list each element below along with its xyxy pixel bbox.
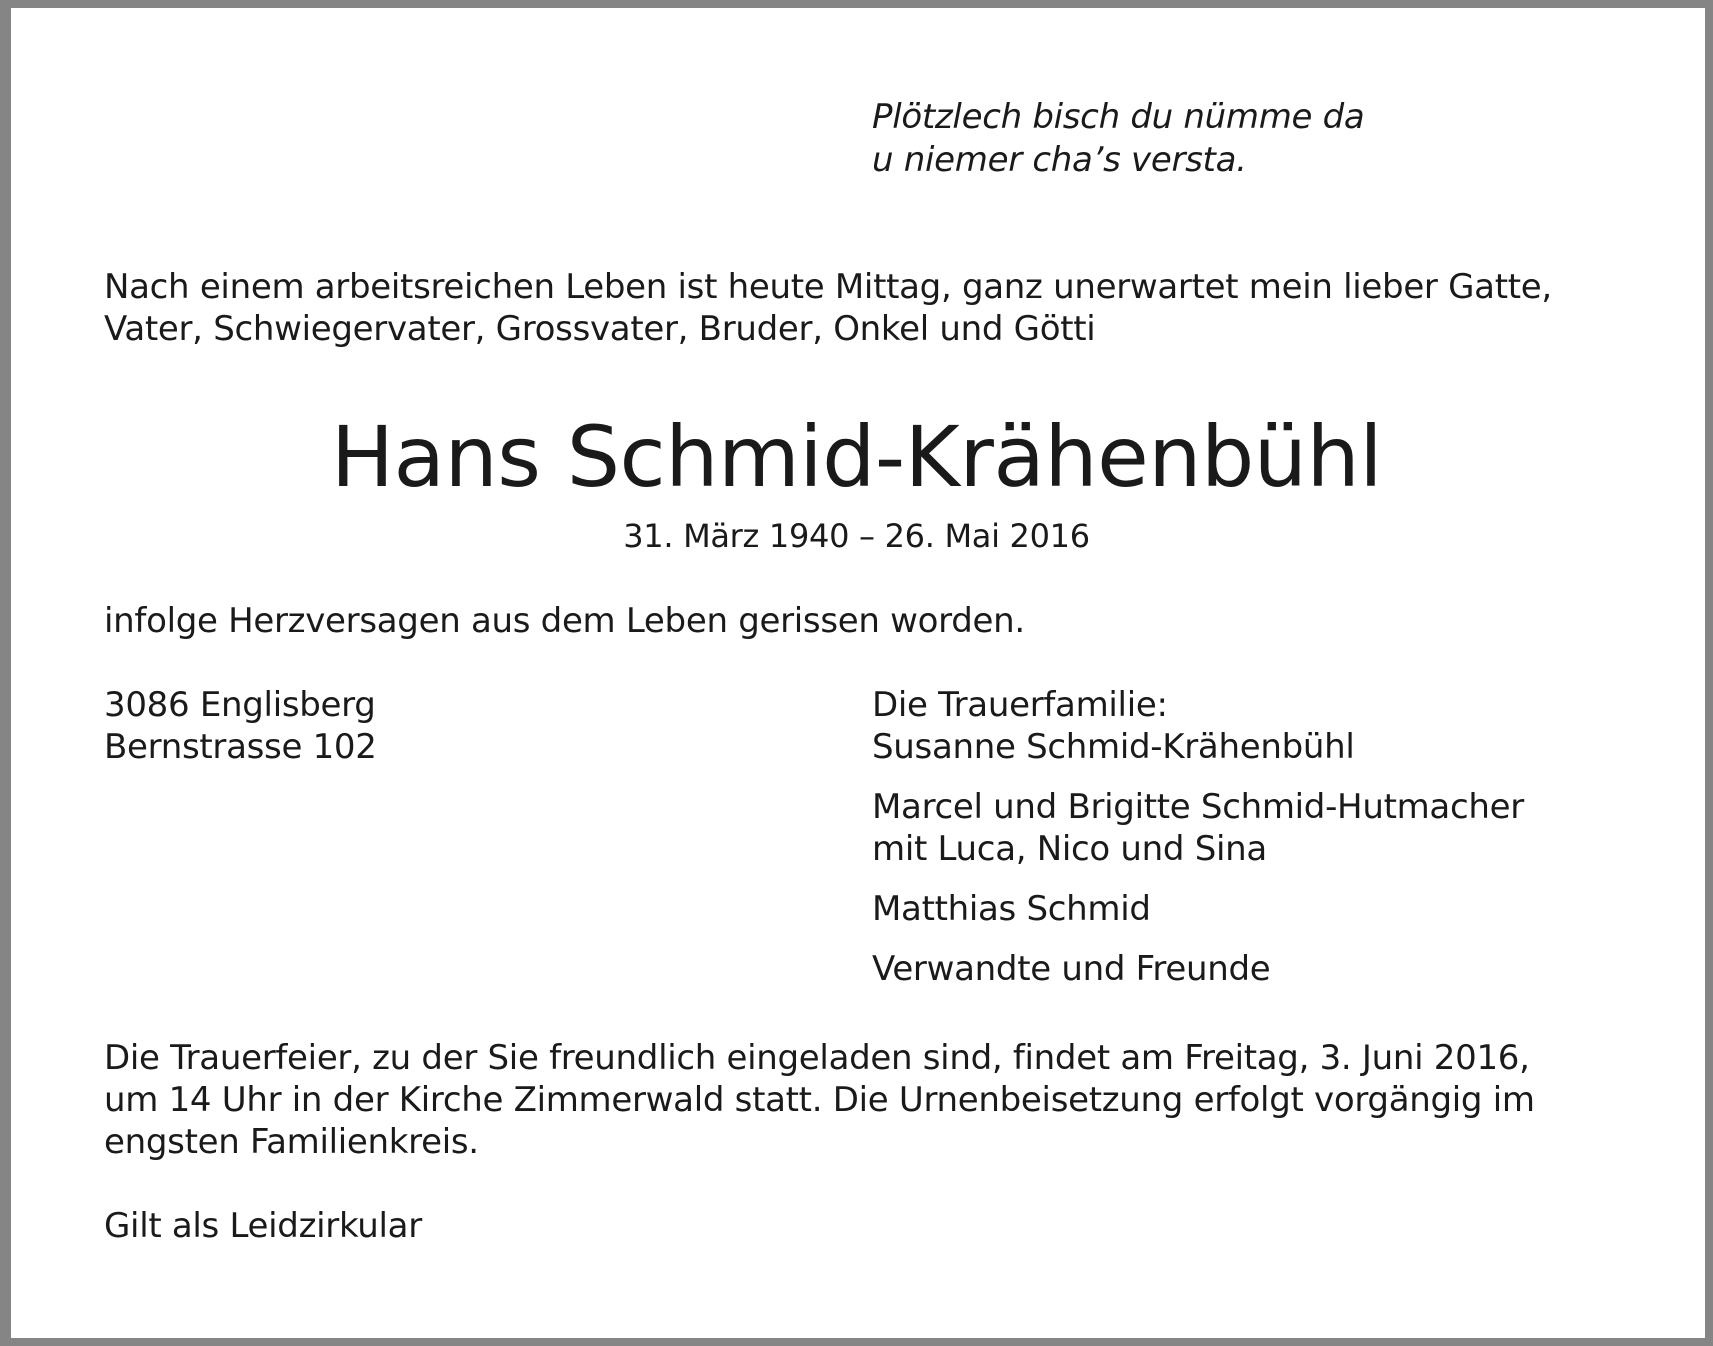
intro-paragraph	[104, 266, 1552, 350]
poem-quote	[872, 96, 1364, 182]
cause-of-death: infolge Herzversagen aus dem Leben gerissen worden.	[104, 601, 1025, 641]
address-line-2: Bernstrasse 102	[104, 727, 377, 767]
intro-line-1: Nach einem arbeitsreichen Leben ist heute Mittag, ganz unerwartet mein lieber Gatte,	[104, 267, 1552, 307]
ceremony-paragraph	[104, 1037, 1535, 1163]
family-member: Matthias Schmid	[872, 889, 1151, 929]
circular-note: Gilt als Leidzirkular	[104, 1206, 422, 1246]
address-block	[104, 684, 377, 768]
ceremony-line-1: Die Trauerfeier, zu der Sie freundlich eingeladen sind, findet am Freitag, 3. Juni 2016,	[104, 1038, 1530, 1078]
family-member: Marcel und Brigitte Schmid-Hutmacher	[872, 787, 1524, 827]
ceremony-line-2: um 14 Uhr in der Kirche Zimmerwald statt. Die Urnenbeisetzung erfolgt vorgängig im	[104, 1080, 1535, 1120]
mourning-family	[872, 684, 1524, 1008]
poem-line-2: u niemer cha’s versta.	[872, 140, 1247, 180]
family-group-2	[872, 786, 1524, 870]
deceased-name: Hans Schmid-Krähenbühl	[330, 408, 1383, 506]
intro-line-2: Vater, Schwiegervater, Grossvater, Bruder, Onkel und Götti	[104, 309, 1096, 349]
poem-line-1: Plötzlech bisch du nümme da	[872, 97, 1365, 137]
family-group-4	[872, 948, 1524, 990]
address-line-1: 3086 Englisberg	[104, 685, 376, 725]
ceremony-line-3: engsten Familienkreis.	[104, 1122, 479, 1162]
family-member: Verwandte und Freunde	[872, 949, 1271, 989]
family-member: mit Luca, Nico und Sina	[872, 829, 1267, 869]
family-group-3	[872, 888, 1524, 930]
family-member: Susanne Schmid-Krähenbühl	[872, 727, 1355, 767]
family-group-1	[872, 684, 1524, 768]
life-dates: 31. März 1940 – 26. Mai 2016	[623, 517, 1090, 555]
family-heading: Die Trauerfamilie:	[872, 685, 1168, 725]
